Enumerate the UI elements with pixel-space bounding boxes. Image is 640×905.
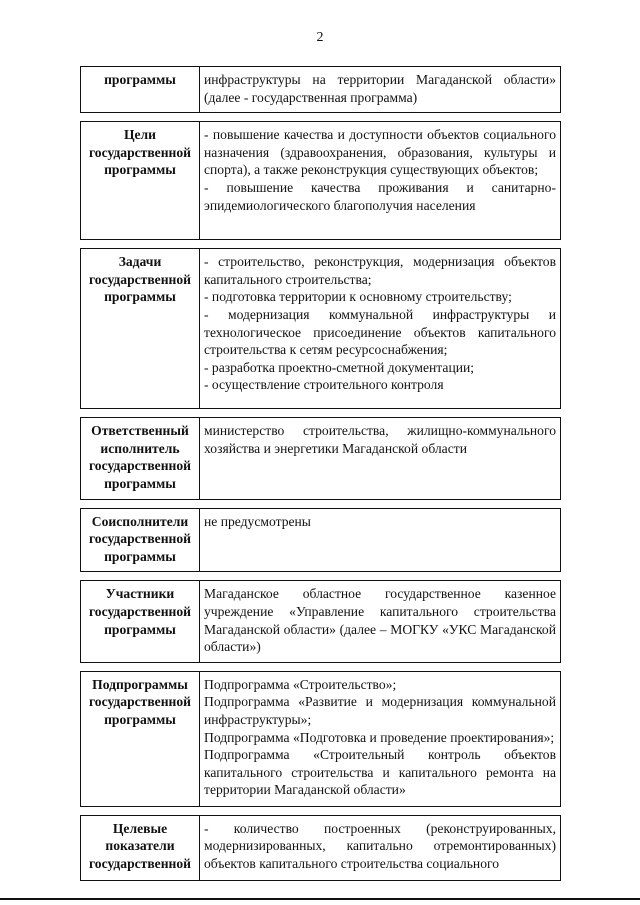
table-row <box>81 67 561 113</box>
row-spacer <box>81 409 561 418</box>
page-number: 2 <box>316 30 324 45</box>
row-label: Цели государственной программы <box>81 122 200 240</box>
content-line: - модернизация коммунальной инфраструктуры и технологическое присоединение объектов капитального строительства к сетям ресурсоснабжения; <box>204 306 556 358</box>
program-passport-table <box>80 66 561 881</box>
table-row <box>81 815 561 880</box>
row-label: Задачи государственной программы <box>81 249 200 409</box>
row-spacer-cell <box>81 240 561 249</box>
row-content <box>200 249 561 409</box>
row-label: Подпрограммы государственной программы <box>81 671 200 806</box>
row-spacer-cell <box>81 806 561 815</box>
row-spacer <box>81 662 561 671</box>
content-line: инфраструктуры на территории Магаданской области» (далее - государственная программа) <box>204 72 556 105</box>
row-content <box>200 122 561 240</box>
row-label: Целевые показатели государственной <box>81 815 200 880</box>
table-row <box>81 418 561 499</box>
row-spacer-cell <box>81 409 561 418</box>
row-content <box>200 508 561 572</box>
content-line: Подпрограмма «Строительный контроль объектов капитального строительства и капитального ремонта на территории Магаданской области» <box>204 747 556 798</box>
row-content <box>200 671 561 806</box>
content-line: - подготовка территории к основному строительству; <box>204 289 512 305</box>
row-spacer <box>81 499 561 508</box>
row-spacer-cell <box>81 572 561 581</box>
row-label: Соисполнители государственной программы <box>81 508 200 572</box>
content-line: Магаданское областное государственное казенное учреждение «Управление капитального строительства Магаданской области» (далее – МОГКУ «УКС Магаданской области») <box>204 586 556 655</box>
content-line: министерство строительства, жилищно-коммунального хозяйства и энергетики Магаданской области <box>204 423 556 456</box>
row-content <box>200 815 561 880</box>
content-line: - строительство, реконструкция, модернизация объектов капитального строительства; <box>204 254 556 287</box>
content-line: Подпрограмма «Развитие и модернизация коммунальной инфраструктуры»; <box>204 694 556 727</box>
table-row <box>81 671 561 806</box>
row-spacer-cell <box>81 499 561 508</box>
content-line: Подпрограмма «Строительство»; <box>204 676 397 692</box>
content-line: - количество построенных (реконструированных, модернизированных, капитально отремонтированных) объектов капитального строительства социального <box>204 820 556 871</box>
row-spacer <box>81 240 561 249</box>
content-line: не предусмотрены <box>204 513 311 529</box>
table-row <box>81 122 561 240</box>
table-row <box>81 581 561 662</box>
row-label: программы <box>81 67 200 113</box>
passport-table-body <box>81 67 561 881</box>
content-line: - повышение качества и доступности объектов социального назначения (здравоохранения, образования, культуры и спорта), а также реконструкция существующих объектов; <box>204 127 556 178</box>
table-row <box>81 508 561 572</box>
row-spacer-cell <box>81 662 561 671</box>
row-label: Участники государственной программы <box>81 581 200 662</box>
row-content <box>200 418 561 499</box>
content-line: - разработка проектно-сметной документации; <box>204 359 475 375</box>
row-spacer-cell <box>81 113 561 122</box>
row-spacer <box>81 572 561 581</box>
row-content <box>200 67 561 113</box>
table-row <box>81 249 561 409</box>
row-content <box>200 581 561 662</box>
content-line: - осуществление строительного контроля <box>204 377 444 393</box>
row-label: Ответственный исполнитель государственной программы <box>81 418 200 499</box>
row-spacer <box>81 113 561 122</box>
content-line: Подпрограмма «Подготовка и проведение проектирования»; <box>204 729 555 745</box>
content-line: - повышение качества проживания и санитарно-эпидемиологического благополучия населения <box>204 179 556 213</box>
bottom-rule <box>0 898 640 900</box>
row-spacer <box>81 806 561 815</box>
